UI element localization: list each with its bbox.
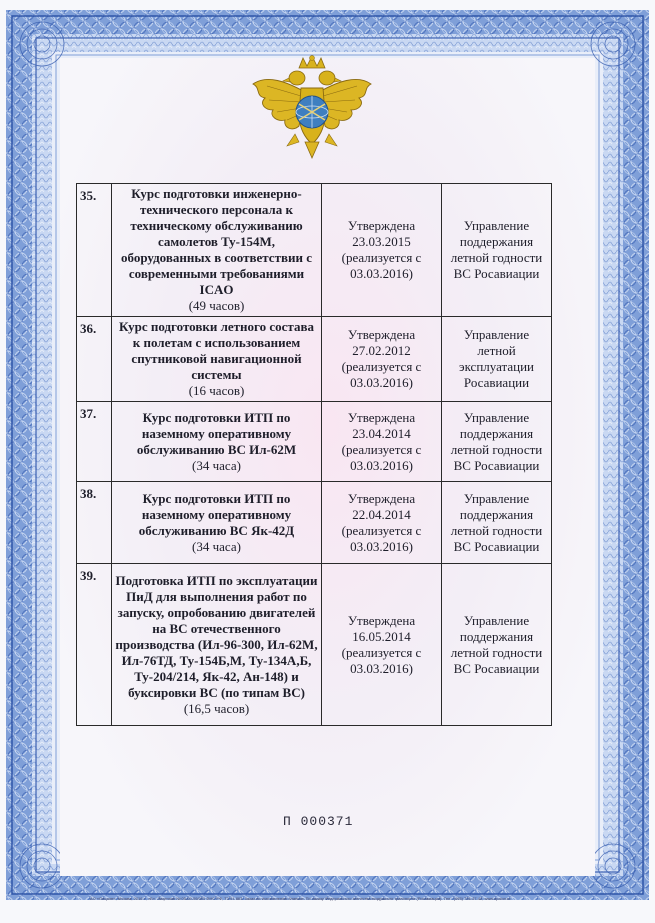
footer-fine-print: АО «Опцион», Москва, 2016 г., «Б». Лицензия № 05-05-09/003 ФНС РФ, ТЗ 91 863. Заказ по изготовлению бланков. По заказу Федерального агентства воздушного транспорта (Росавиация). Тел.: (495) 726-47-42, www.opcion.ru bbox=[90, 896, 511, 901]
organization-cell: Управление поддержания летной годности ВС Росавиации bbox=[442, 482, 552, 564]
approval-date: 27.02.2012 bbox=[352, 343, 411, 358]
table-row bbox=[77, 564, 552, 726]
course-title: Подготовка ИТП по эксплуатации ПиД для выполнения работ по запуску, опробованию двигателей на ВС отечественного производства (Ил-96-300, Ил-62М, Ил-76ТД, Ту-154Б,М, Ту-134А,Б, Ту-204/214, Як-42, Ан-148) и буксировки ВС (по типам ВС) bbox=[115, 572, 318, 700]
row-number: 38. bbox=[77, 482, 112, 564]
row-number: 39. bbox=[77, 564, 112, 726]
approval-status: Утверждена bbox=[347, 409, 416, 425]
approval-cell bbox=[322, 564, 442, 726]
approval-status: Утверждена bbox=[347, 490, 416, 506]
approval-date: 23.04.2014 bbox=[352, 425, 411, 441]
course-title: Курс подготовки ИТП по наземному оперативному обслуживанию ВС Як-42Д bbox=[138, 490, 295, 538]
double-headed-eagle-emblem-icon bbox=[247, 54, 377, 172]
table-row bbox=[77, 317, 552, 402]
organization-cell: Управление поддержания летной годности ВС Росавиации bbox=[442, 564, 552, 726]
course-title-cell bbox=[112, 482, 322, 564]
course-title-cell bbox=[112, 402, 322, 482]
table-row bbox=[77, 402, 552, 482]
approval-cell bbox=[322, 317, 442, 402]
approval-date: 22.04.2014 bbox=[352, 506, 411, 522]
course-hours: (16,5 часов) bbox=[183, 700, 250, 716]
table-row bbox=[77, 482, 552, 564]
course-hours: (49 часов) bbox=[188, 298, 245, 313]
approval-status: Утверждена bbox=[347, 218, 416, 233]
row-number: 37. bbox=[77, 402, 112, 482]
courses-table bbox=[76, 183, 552, 726]
approval-note: (реализуется с 03.03.2016) bbox=[341, 644, 422, 676]
approval-date: 23.03.2015 bbox=[352, 234, 411, 249]
approval-cell bbox=[322, 482, 442, 564]
approval-note: (реализуется с 03.03.2016) bbox=[341, 250, 422, 281]
course-title-cell bbox=[112, 317, 322, 402]
table-row bbox=[77, 184, 552, 317]
course-hours: (16 часов) bbox=[188, 383, 245, 398]
approval-note: (реализуется с 03.03.2016) bbox=[341, 522, 422, 554]
approval-note: (реализуется с 03.03.2016) bbox=[341, 359, 422, 390]
course-title: Курс подготовки ИТП по наземному оперативному обслуживанию ВС Ил-62М bbox=[136, 409, 297, 457]
serial-number: П 000371 bbox=[283, 814, 354, 829]
organization-cell: Управление летной эксплуатации Росавиации bbox=[442, 317, 552, 402]
approval-cell bbox=[322, 402, 442, 482]
approval-status: Утверждена bbox=[347, 327, 416, 342]
course-title-cell bbox=[112, 564, 322, 726]
row-number: 35. bbox=[77, 184, 112, 317]
course-hours: (34 часа) bbox=[192, 457, 241, 473]
course-title-cell bbox=[112, 184, 322, 317]
approval-cell bbox=[322, 184, 442, 317]
approval-status: Утверждена bbox=[347, 612, 416, 628]
approval-note: (реализуется с 03.03.2016) bbox=[341, 441, 422, 473]
approval-date: 16.05.2014 bbox=[352, 628, 411, 644]
row-number: 36. bbox=[77, 317, 112, 402]
course-title: Курс подготовки летного состава к полетам с использованием спутниковой навигационной системы bbox=[119, 319, 314, 382]
organization-cell: Управление поддержания летной годности ВС Росавиации bbox=[442, 184, 552, 317]
course-hours: (34 часа) bbox=[192, 538, 241, 554]
course-title: Курс подготовки инженерно-технического персонала к техническому обслуживанию самолетов Ту-154М, оборудованных в соответствии с современными требованиями ICAO bbox=[121, 186, 312, 297]
organization-cell: Управление поддержания летной годности ВС Росавиации bbox=[442, 402, 552, 482]
